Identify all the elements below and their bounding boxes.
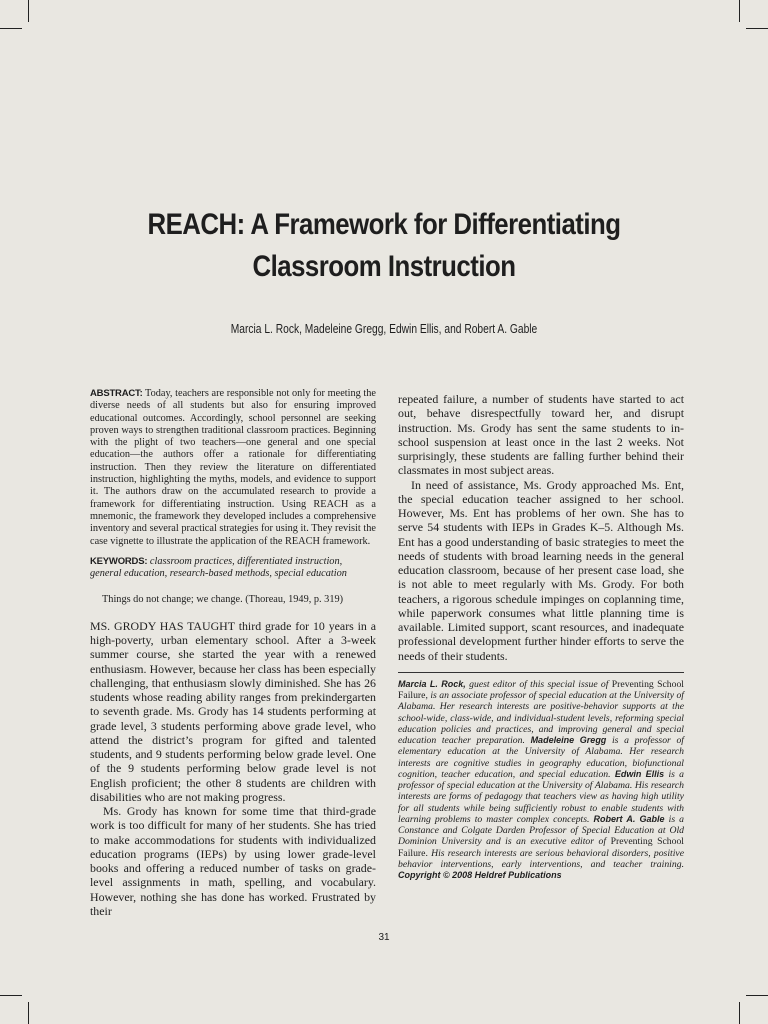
paragraph-text: third grade for 10 years in a high-poverty, urban elementary school. After a 3-week summer course, she started the year with a renewed enthusiasm. However, because her class has been especially challenging, that enthusiasm slowly diminished. She has 26 students whose reading ability ranges from prekindergarten to seventh grade. Ms. Grody has 14 students performing at grade level, 3 students performing above grade level, who attend the district’s program for gifted and talented students, and 9 students performing below grade level. One of the 9 students performing below grade level is not English proficient; the other 8 students are children with disabilities who are not making progress.	[90, 618, 376, 804]
copyright: Copyright © 2008 Heldref Publications	[398, 870, 562, 880]
crop-mark	[0, 28, 22, 29]
bio-name: Marcia L. Rock,	[398, 678, 466, 689]
bio-name: Robert A. Gable	[593, 813, 665, 824]
crop-mark	[0, 995, 22, 996]
bio-name: Edwin Ellis	[614, 768, 665, 779]
bio-text: is an associate professor of special education at the University of Alabama. Her research interests are positive-behavior supports at the school-wide, class-wide, and individual-student levels, reforming special education policies and practices, and improving general and special education teacher preparation.	[398, 690, 684, 746]
bio-name: Madeleine Gregg	[530, 735, 607, 745]
keywords-text: classroom practices, differentiated instruction, general education, research-based methods, special education	[90, 555, 347, 580]
article-title: REACH: A Framework for Differentiating Classroom Instruction	[147, 208, 621, 283]
page-number: 31	[378, 932, 390, 943]
epigraph: Things do not change; we change. (Thoreau, 1949, p. 319)	[102, 594, 344, 606]
bio-text: is a professor of special education at the University of Alabama. His research interests are forms of pedagogy that teachers view as having high utility for all students while being sufficiently robust to enable students with learning problems to master complex concepts.	[398, 768, 685, 825]
crop-mark	[28, 0, 29, 22]
abstract-label: ABSTRACT:	[90, 388, 143, 399]
left-column	[90, 388, 376, 918]
crop-mark	[28, 1002, 29, 1024]
abstract-text: Today, teachers are responsible not only for meeting the diverse needs of all students but also for ensuring improved educational outcomes. Accordingly, school personnel are seeking proven ways to strengthen traditional classroom practices. Beginning with the plight of two teachers—one general and one special education—the authors offer a rationale for differentiating instruction. Then they review the literature on differentiated instruction, highlighting the myths, models, and evidence to support it. The authors draw on the accumulated research to provide a framework for differentiating instruction. Using REACH as a mnemonic, the framework they developed includes a comprehensive inventory and several practical strategies for using it. They revisit the case vignette to illustrate the application of the REACH framework.	[90, 388, 376, 547]
body-paragraph: In need of assistance, Ms. Grody approached Ms. Ent, the special education teacher assigned to her school. However, Ms. Ent has problems of her own. She has to serve 54 students with IEPs in Grades K–5. Although Ms. Ent has a good understanding of basic strategies to meet the needs of students with broad learning needs in the general education classroom, because of her present case load, she is not able to meet regularly with Ms. Grody. For both teachers, a rigorous schedule impinges on coplanning time, while paperwork consumes what little planning time is available. Limited support, scant resources, and inadequate professional development further hinder efforts to serve the needs of their students.	[398, 477, 684, 663]
bio-text: is a Constance and Colgate Darden Professor of Special Education at Old Dominion University and is an executive editor of	[398, 813, 685, 848]
right-column	[398, 392, 684, 881]
crop-mark	[739, 1002, 740, 1024]
keywords	[90, 556, 376, 581]
author-list: Marcia L. Rock, Madeleine Gregg, Edwin Ellis, and Robert A. Gable	[230, 322, 538, 336]
crop-mark	[746, 28, 768, 29]
body-paragraph: repeated failure, a number of students have started to act out, behave disrespectfully toward her, and disrupt instruction. Ms. Grody has sent the same students to in-school suspension at least once in the last 2 weeks. Not surprisingly, these students are falling further behind their classmates in most subject areas.	[398, 392, 684, 478]
journal-name: Preventing School Failure,	[398, 678, 684, 701]
bio-text: guest editor of this special issue of	[469, 678, 609, 690]
keywords-label: KEYWORDS:	[90, 555, 148, 567]
divider	[398, 672, 684, 673]
bio-text: His research interests are serious behavioral disorders, positive behavior interventions, early interventions, and teacher training.	[398, 847, 684, 870]
lead-in: MS. GRODY HAS TAUGHT	[90, 618, 235, 633]
body-paragraph: Ms. Grody has known for some time that third-grade work is too difficult for many of her students. She has tried to make accommodations for students with individualized education programs (IEPs) by using lower grade-level books and offering a reduced number of tasks on grade-level assignments in math, spelling, and vocabulary. However, nothing she has done has worked. Frustrated by their	[90, 804, 376, 918]
journal-name: Preventing School Failure.	[398, 836, 684, 859]
author-bios	[398, 679, 684, 882]
bio-text: is a professor of elementary education at the University of Alabama. Her research interests are cognitive studies in geography education, biofunctional cognition, teacher education, and special education.	[398, 735, 684, 780]
body-paragraph	[90, 619, 376, 804]
crop-mark	[739, 0, 740, 22]
crop-mark	[746, 995, 768, 996]
abstract	[90, 388, 376, 548]
